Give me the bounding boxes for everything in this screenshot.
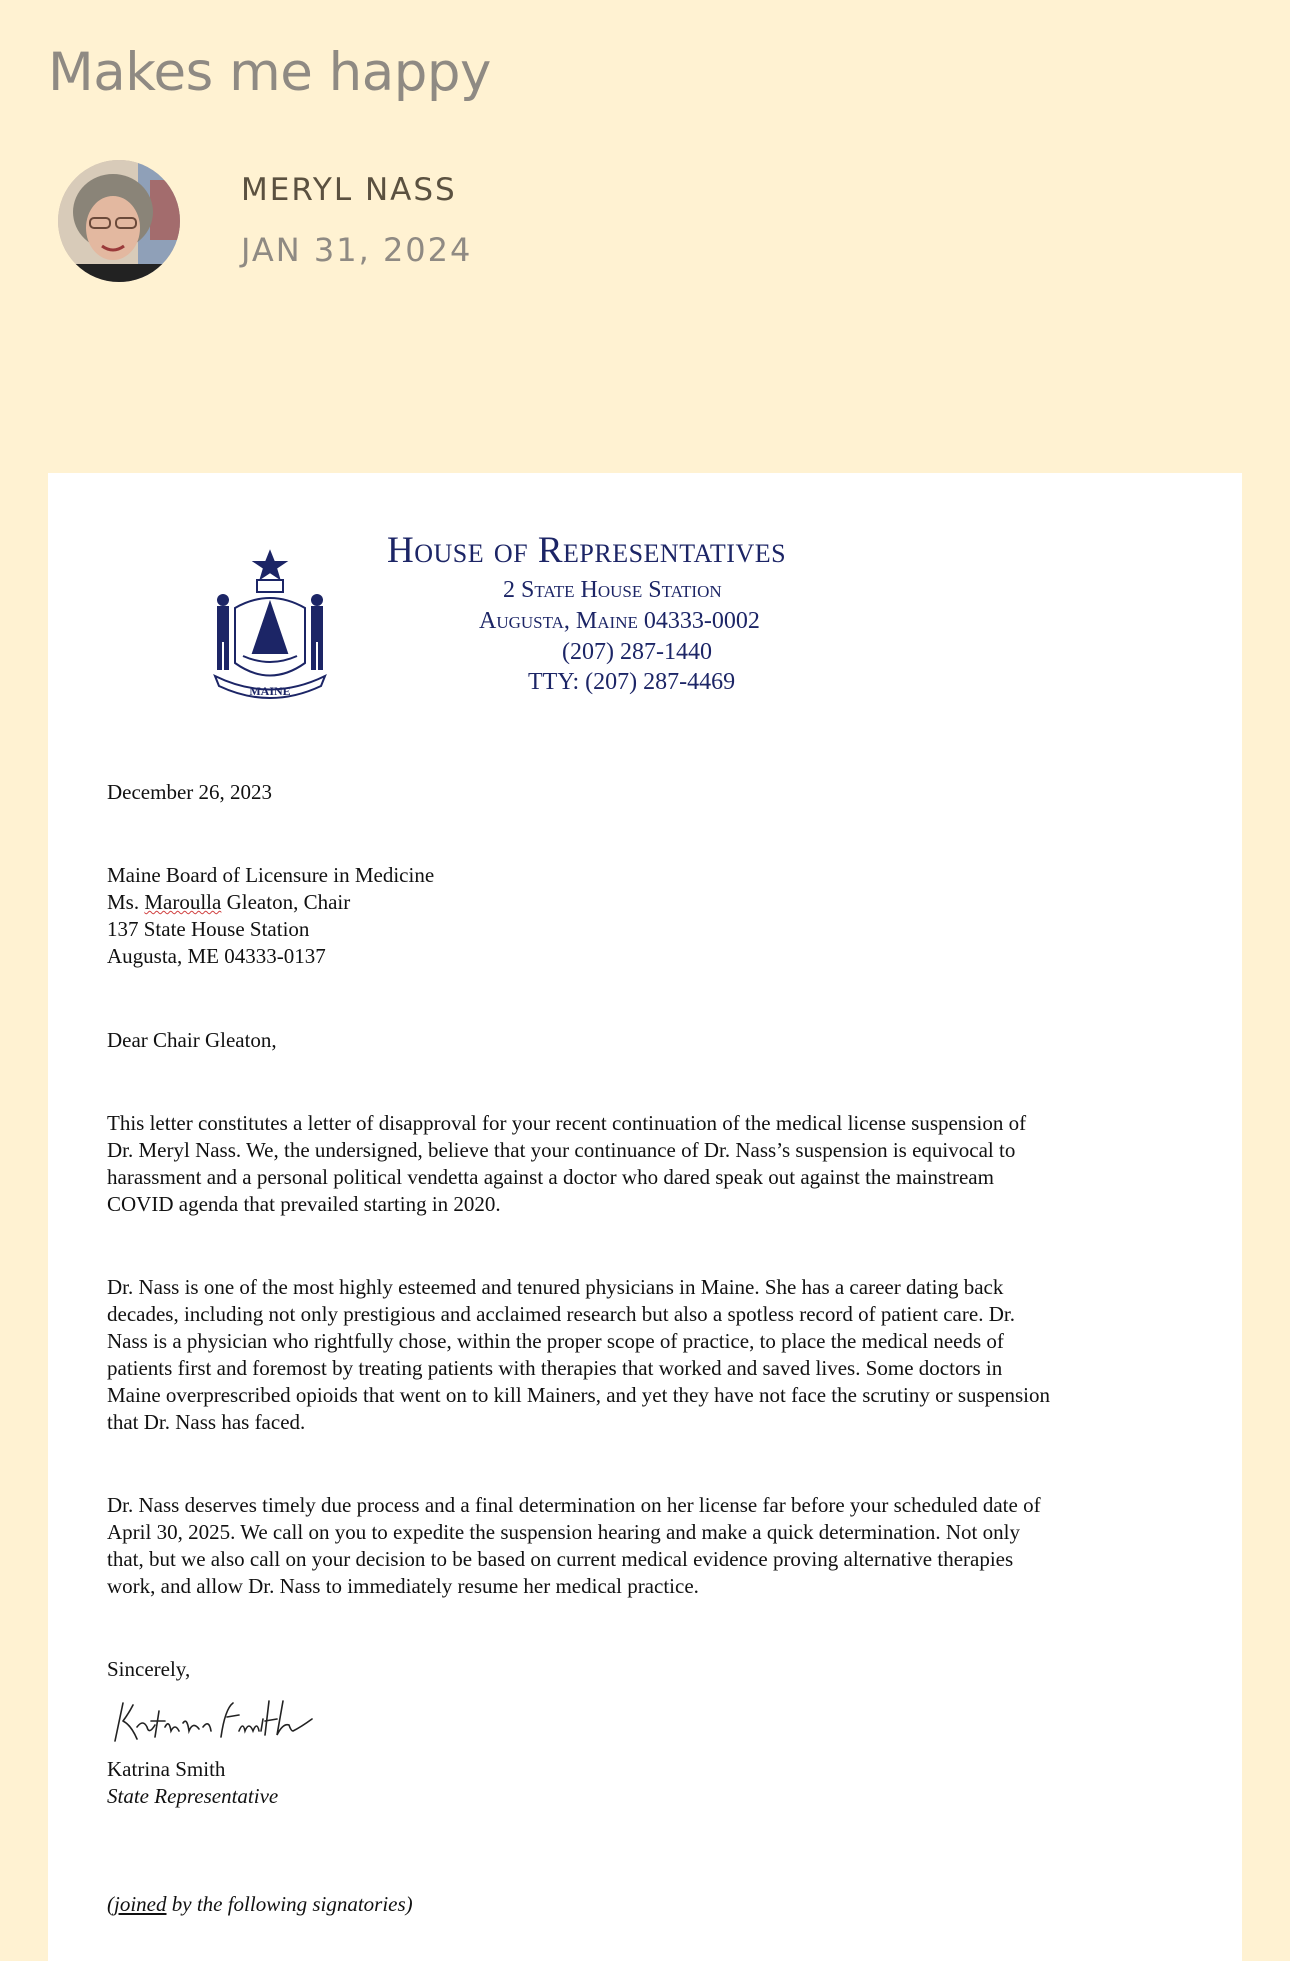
paragraph-2-line: decades, including not only prestigious and acclaimed research but also a spotless record of patient care. Dr. [107,1302,1015,1326]
paragraph-1-line: COVID agenda that prevailed starting in 2020. [107,1192,501,1216]
author-photo [58,160,180,282]
letterhead-tty: TTY: (207) 287-4469 [528,669,736,695]
post-title: Makes me happy [48,42,491,103]
signature-image [107,1691,317,1751]
closing: Sincerely, [107,1657,191,1681]
paragraph-1-line: This letter constitutes a letter of disapproval for your recent continuation of the medical license suspension of [107,1111,1027,1135]
letterhead-address-1: 2 State House Station [503,577,722,603]
footer-rest: by the following signatories) [166,1892,413,1916]
paragraph-2-line: that Dr. Nass has faced. [107,1410,306,1434]
post-date: JAN 31, 2024 [241,231,473,269]
paragraph-2-line: Nass is a physician who rightfully chose, within the proper scope of practice, to place the medical needs of [107,1329,1004,1353]
recipient-line: Ms. Maroulla Gleaton, Chair [107,890,351,914]
letterhead-address-2: Augusta, Maine 04333-0002 [479,608,760,634]
recipient-line: Augusta, ME 04333-0137 [107,944,326,968]
seal-label: MAINE [249,684,291,698]
salutation: Dear Chair Gleaton, [107,1028,277,1052]
signer-title: State Representative [107,1784,279,1808]
paragraph-2-line: Dr. Nass is one of the most highly esteemed and tenured physicians in Maine. She has a career dating back [107,1275,1004,1299]
paragraph-1-line: harassment and a personal political vendetta against a doctor who dared speak out against the mainstream [107,1165,994,1189]
footer-paren: ( [107,1892,114,1916]
paragraph-3-line: that, but we also call on your decision to be based on current medical evidence proving alternative therapies [107,1547,1014,1571]
paragraph-2-line: Maine overprescribed opioids that went on to kill Mainers, and yet they have not face the scrutiny or suspension [107,1383,1051,1407]
letterhead-title: House of Representatives [387,530,787,571]
signatories-note [107,1891,413,1918]
author-name[interactable]: MERYL NASS [241,172,457,208]
maine-seal-icon [205,548,335,708]
letterhead-phone: (207) 287-1440 [562,639,712,665]
paragraph-3-line: Dr. Nass deserves timely due process and a final determination on her license far before your scheduled date of [107,1493,1041,1517]
author-avatar[interactable] [58,160,180,282]
joined-text: joined [114,1892,167,1916]
paragraph-3-line: April 30, 2025. We call on you to expedite the suspension hearing and make a quick determination. Not only [107,1520,1020,1544]
letter-image [48,473,1242,1961]
recipient-line: Maine Board of Licensure in Medicine [107,863,435,887]
letter-date: December 26, 2023 [107,780,273,804]
paragraph-1-line: Dr. Meryl Nass. We, the undersigned, believe that your continuance of Dr. Nass’s suspension is equivocal to [107,1138,1016,1162]
paragraph-3-line: work, and allow Dr. Nass to immediately resume her medical practice. [107,1574,699,1598]
signer-name: Katrina Smith [107,1757,226,1781]
recipient-line: 137 State House Station [107,917,310,941]
spellcheck-flag: Maroulla [144,890,222,914]
paragraph-2-line: patients first and foremost by treating patients with therapies that worked and saved lives. Some doctors in [107,1356,1003,1380]
